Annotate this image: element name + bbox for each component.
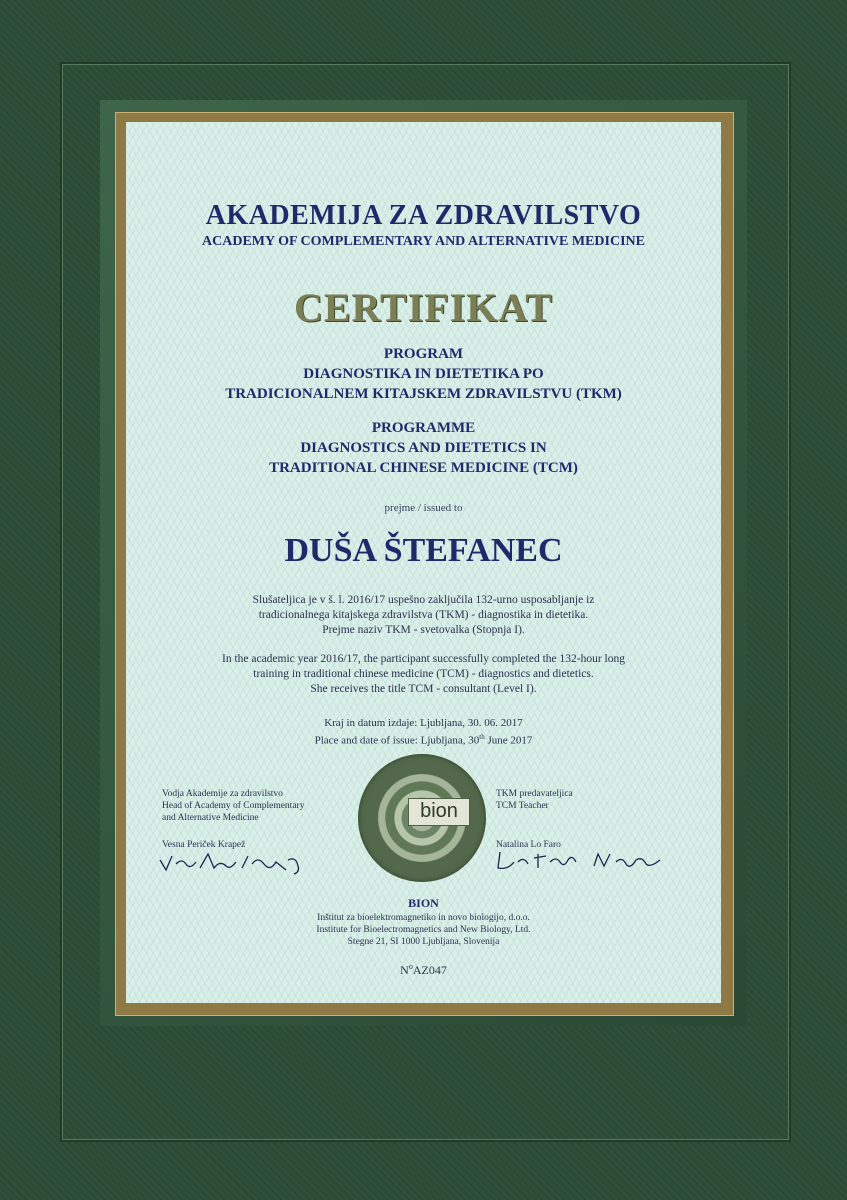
program-sl [126,344,721,404]
left-signatory-name: Vesna Periček Krapež [162,840,246,850]
issuer-line1: Inštitut za bioelektromagnetiko in novo biologijo, d.o.o. [317,913,530,923]
issued-to-label: prejme / issued to [384,502,463,514]
program-sl-line1: DIAGNOSTIKA IN DIETETIKA PO [303,366,544,382]
place-date-en-sup: th [479,733,485,741]
academy-name-sl: AKADEMIJA ZA ZDRAVILSTVO [205,200,642,231]
number-prefix: N [400,963,409,977]
left-role-line1: Vodja Akademije za zdravilstvo [162,789,283,799]
certificate-paper [126,122,721,1003]
place-date-en-prefix: Place and date of issue: Ljubljana, 30 [314,734,480,747]
description-en-line3: She receives the title TCM - consultant (Level I). [310,683,537,695]
description-sl [126,593,721,638]
right-signatory-role [496,788,696,812]
place-date-en [126,730,721,748]
program-en-label: PROGRAMME [371,420,476,436]
certificate-title: CERTIFIKAT [293,285,553,330]
number-sup: o [408,962,413,971]
left-role-line2: Head of Academy of Complementary [162,801,305,811]
description-sl-line1: Slušateljica je v š. l. 2016/17 uspešno zaključila 132-urno usposabljanje iz [252,594,595,606]
left-signature [156,850,316,876]
left-signatory-role [162,788,362,824]
place-date-en-suffix: June 2017 [484,734,533,747]
program-en [126,418,721,478]
description-en-line2: training in traditional chinese medicine (TCM) - diagnostics and dietetics. [253,668,594,680]
certificate-number [126,962,721,978]
number-value: AZ047 [412,963,447,977]
description-sl-line2: tradicionalnega kitajskega zdravilstva (TKM) - diagnostika in dietetika. [258,609,589,621]
academy-name-en: ACADEMY OF COMPLEMENTARY AND ALTERNATIVE MEDICINE [202,234,645,249]
description-en [126,652,721,697]
left-role-line3: and Alternative Medicine [162,813,259,823]
issuer-line3: Stegne 21, SI 1000 Ljubljana, Slovenija [347,937,500,947]
place-date-sl: Kraj in datum izdaje: Ljubljana, 30. 06. 2017 [324,717,523,729]
issuer-details [126,912,721,948]
program-sl-line2: TRADICIONALNEM KITAJSKEM ZDRAVILSTVU (TKM) [225,386,622,402]
program-sl-label: PROGRAM [383,346,464,362]
recipient-name: DUŠA ŠTEFANEC [284,532,563,569]
place-date [126,716,721,748]
program-en-line1: DIAGNOSTICS AND DIETETICS IN [300,440,547,456]
program-en-line2: TRADITIONAL CHINESE MEDICINE (TCM) [269,460,578,476]
issuer-name: BION [408,896,439,910]
bion-logo: bion [408,798,470,826]
right-signatory-name: Natalina Lo Faro [496,840,561,850]
issuer-line2: Institute for Bioelectromagnetics and New Biology, Ltd. [316,925,531,935]
right-signature [494,848,674,874]
description-en-line1: In the academic year 2016/17, the participant successfully completed the 132-hour long [221,653,625,665]
bion-seal [358,754,486,882]
description-sl-line3: Prejme naziv TKM - svetovalka (Stopnja I). [322,624,525,636]
right-role-line2: TCM Teacher [496,801,549,811]
right-role-line1: TKM predavateljica [496,789,573,799]
